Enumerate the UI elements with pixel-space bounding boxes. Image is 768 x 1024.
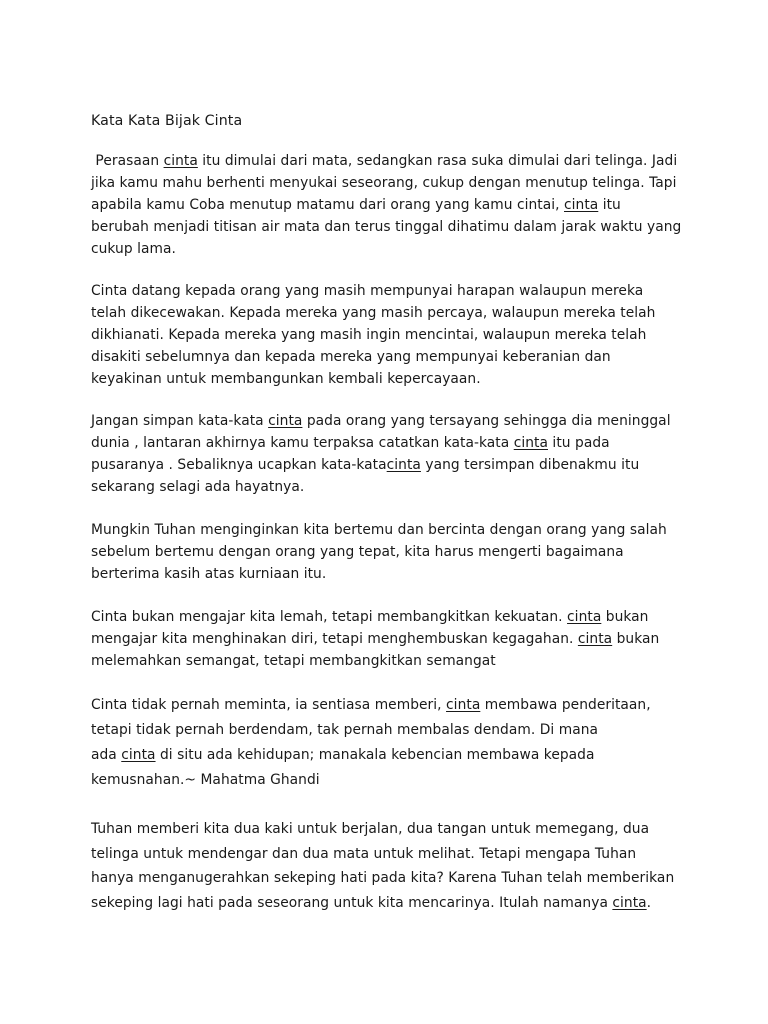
- paragraph-3: [91, 410, 691, 498]
- paragraph-5: [91, 606, 691, 672]
- text-line: [91, 541, 691, 563]
- text-line: [91, 628, 691, 650]
- text-line: [91, 650, 691, 672]
- text-run: Perasaan: [91, 153, 164, 169]
- text-line: [91, 454, 691, 476]
- text-line: [91, 368, 691, 390]
- cinta-link[interactable]: cinta: [386, 457, 421, 473]
- text-line: [91, 718, 691, 743]
- cinta-link[interactable]: cinta: [564, 197, 599, 213]
- text-run: kemusnahan.~ Mahatma Ghandi: [91, 772, 320, 788]
- text-line: [91, 432, 691, 454]
- text-run: Cinta bukan mengajar kita lemah, tetapi membangkitkan kekuatan.: [91, 609, 568, 625]
- text-run: pusaranya . Sebaliknya ucapkan kata-kata: [91, 457, 387, 473]
- text-line: [91, 238, 691, 260]
- text-line: [91, 842, 691, 867]
- text-line: [91, 817, 691, 842]
- text-run: berubah menjadi titisan air mata dan terus tinggal dihatimu dalam jarak waktu yang: [91, 219, 682, 235]
- cinta-link[interactable]: cinta: [121, 747, 156, 763]
- cinta-link[interactable]: cinta: [446, 697, 481, 713]
- text-run: Jangan simpan kata-kata: [91, 413, 269, 429]
- text-line: [91, 150, 691, 172]
- text-line: [91, 768, 691, 793]
- text-line: [91, 693, 691, 718]
- paragraph-2: [91, 280, 691, 390]
- paragraph-6: [91, 693, 691, 793]
- text-run: di situ ada kehidupan; manakala kebencian membawa kepada: [155, 747, 595, 763]
- paragraph-4: [91, 519, 691, 585]
- text-run: jika kamu mahu berhenti menyukai seseorang, cukup dengan menutup telinga. Tapi: [91, 175, 677, 191]
- text-run: dunia , lantaran akhirnya kamu terpaksa catatkan kata-kata: [91, 435, 514, 451]
- text-run: apabila kamu Coba menutup matamu dari orang yang kamu cintai,: [91, 197, 564, 213]
- document-title: Kata Kata Bijak Cinta: [91, 113, 243, 129]
- text-run: yang tersimpan dibenakmu itu: [420, 457, 640, 473]
- text-line: [91, 324, 691, 346]
- text-line: [91, 519, 691, 541]
- text-line: [91, 866, 691, 891]
- text-run: itu: [598, 197, 621, 213]
- text-line: [91, 606, 691, 628]
- text-line: [91, 891, 691, 916]
- text-line: [91, 743, 691, 768]
- text-line: [91, 476, 691, 498]
- text-run: ada: [91, 747, 122, 763]
- text-line: [91, 346, 691, 368]
- paragraph-1: [91, 150, 691, 260]
- text-run: telinga untuk mendengar dan dua mata untuk melihat. Tetapi mengapa Tuhan: [91, 845, 637, 862]
- text-run: sekarang selagi ada hayatnya.: [91, 479, 305, 495]
- text-run: Mungkin Tuhan menginginkan kita bertemu dan bercinta dengan orang yang salah: [91, 522, 667, 538]
- cinta-link[interactable]: cinta: [577, 631, 613, 647]
- cinta-link[interactable]: cinta: [163, 153, 198, 169]
- text-line: [91, 172, 691, 194]
- cinta-link[interactable]: cinta: [612, 894, 647, 911]
- text-run: Tuhan memberi kita dua kaki untuk berjalan, dua tangan untuk memegang, dua: [91, 821, 650, 837]
- paragraph-7: [91, 817, 691, 915]
- text-run: hanya menganugerahkan sekeping hati pada kita? Karena Tuhan telah memberikan: [91, 870, 675, 886]
- text-run: itu dimulai dari mata, sedangkan rasa suka dimulai dari telinga. Jadi: [197, 153, 678, 169]
- text-run: pada orang yang tersayang sehingga dia meninggal: [302, 413, 671, 429]
- text-run: telah dikecewakan. Kepada mereka yang masih percaya, walaupun mereka telah: [91, 305, 656, 321]
- text-run: Cinta tidak pernah meminta, ia sentiasa memberi,: [91, 697, 447, 713]
- text-run: sebelum bertemu dengan orang yang tepat, kita harus mengerti bagaimana: [91, 544, 624, 560]
- text-run: mengajar kita menghinakan diri, tetapi menghembuskan kegagahan.: [91, 631, 578, 647]
- text-run: .: [646, 894, 652, 911]
- cinta-link[interactable]: cinta: [567, 609, 602, 625]
- text-run: membawa penderitaan,: [480, 697, 651, 713]
- text-run: itu pada: [548, 435, 610, 451]
- text-run: disakiti sebelumnya dan kepada mereka yang mempunyai keberanian dan: [91, 349, 611, 365]
- text-run: cukup lama.: [91, 241, 176, 257]
- text-line: [91, 194, 691, 216]
- text-run: Cinta datang kepada orang yang masih mempunyai harapan walaupun mereka: [91, 283, 644, 299]
- text-line: [91, 563, 691, 585]
- cinta-link[interactable]: cinta: [268, 413, 303, 429]
- text-run: berterima kasih atas kurniaan itu.: [91, 566, 327, 582]
- text-run: bukan: [601, 609, 649, 625]
- text-line: [91, 280, 691, 302]
- text-run: sekeping lagi hati pada seseorang untuk kita mencarinya. Itulah namanya: [91, 894, 613, 911]
- text-run: dikhianati. Kepada mereka yang masih ingin mencintai, walaupun mereka telah: [91, 327, 647, 343]
- text-run: tetapi tidak pernah berdendam, tak pernah membalas dendam. Di mana: [91, 722, 598, 738]
- text-line: [91, 410, 691, 432]
- text-run: bukan: [612, 631, 660, 647]
- text-line: [91, 302, 691, 324]
- cinta-link[interactable]: cinta: [513, 435, 548, 451]
- text-line: [91, 216, 691, 238]
- text-run: melemahkan semangat, tetapi membangkitkan semangat: [91, 653, 496, 669]
- text-run: keyakinan untuk membangunkan kembali kepercayaan.: [91, 371, 481, 387]
